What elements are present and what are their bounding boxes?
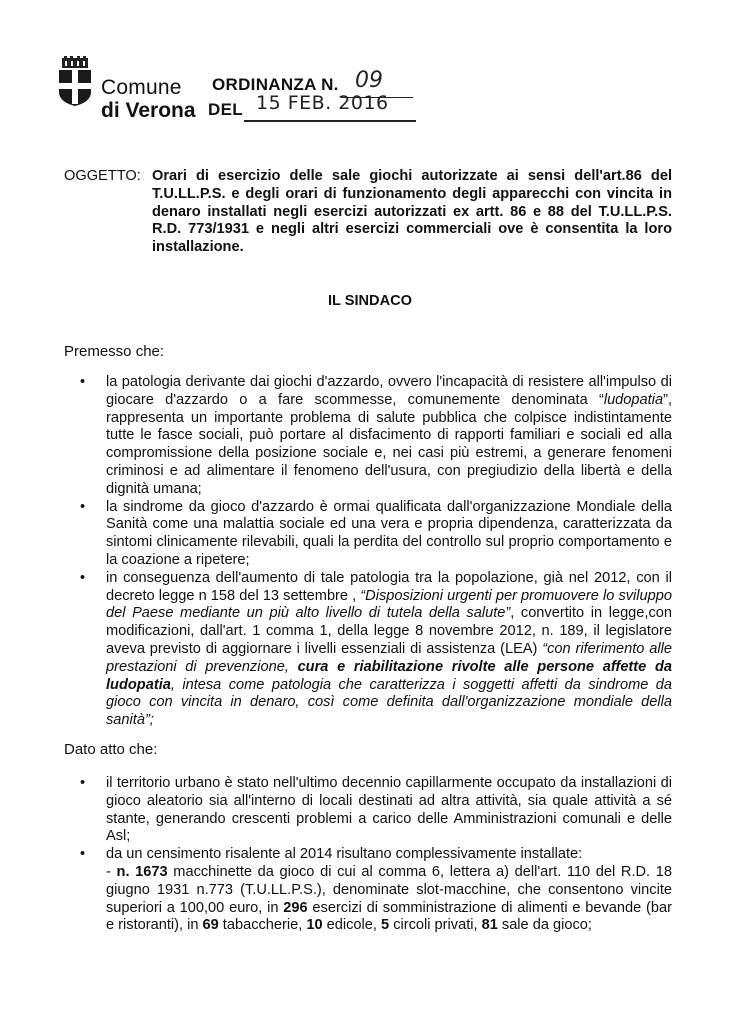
bullet-icon: • xyxy=(80,775,86,791)
premesso-list xyxy=(64,374,672,730)
item-text: da un censimento risalente al 2014 risultano complessivamente installate: xyxy=(106,846,583,863)
oggetto-text: Orari di esercizio delle sale giochi autorizzate ai sensi dell'art.86 del T.U.LL.P.S. e degli orari di funzionamento degli apparecchi con vincita in denaro installati negli esercizi autorizzati ex artt. 86 e 88 del T.U.LL.P.S. R.D. 773/1931 e negli altri esercizi commerciali ove è consentita la loro installazione. xyxy=(152,168,672,256)
item-text: la patologia derivante dai giochi d'azzardo, ovvero l'incapacità di resistere all'impulso di giocare d'azzardo o a fare scommesse, comunemente denominata “ xyxy=(106,374,672,408)
item-text-bold-italic: cura e riabilitazione rivolte alle persone affette da ludopatia xyxy=(106,658,672,693)
ordinanza-label: ORDINANZA N. xyxy=(212,75,339,94)
ordinance-date: 15 FEB. 2016 xyxy=(256,92,389,114)
count-value: 296 xyxy=(283,899,308,916)
item-text-italic: “con riferimento alle prestazioni di prevenzione, xyxy=(106,640,672,675)
premesso-label: Premesso che: xyxy=(64,343,165,360)
count-value: n. 1673 xyxy=(116,863,168,880)
dato-atto-label: Dato atto che: xyxy=(64,741,158,758)
item-text: sale da gioco; xyxy=(497,917,592,934)
count-value: 69 xyxy=(202,917,219,934)
comune-label: Comune xyxy=(101,76,182,99)
item-text: , convertito in legge,con modificazioni, dall'art. 1 comma 1, della legge 8 novembre 2012, n. 189, il legislatore aveva previsto di aggiornare i livelli essenziali di assistenza (LEA) xyxy=(106,605,673,657)
date-underline xyxy=(244,120,416,122)
bullet-icon: • xyxy=(80,846,86,863)
item-text: la sindrome da gioco d'azzardo è ormai qualificata dall'organizzazione Mondiale della Sanità come una malattia sociale ed una vera e propria dipendenza, caratterizzata da sintomi clinicamente rilevabili, quali la perdita del controllo sul proprio comportamento e la coazione a ripetere; xyxy=(106,498,672,568)
count-value: 5 xyxy=(381,917,390,934)
item-text: ”, rappresenta un importante problema di salute pubblica che colpisce indistintamente tutte le fasce sociali, può portare al disfacimento di rapporti familiari e sociali ed alla compromissione della posizione sociale e, nei casi più estremi, a generare fenomeni criminosi e ad alimentare il fenomeno dell'usura, con pregiudizio della libertà e della dignità umana; xyxy=(106,391,672,497)
bullet-icon: • xyxy=(80,569,86,586)
item-text: macchinette da gioco di cui al comma 6, lettera a) dell'art. 110 del R.D. 18 giugno 1931 n.773 (T.U.LL.P.S.), denominate slot-macchine, che consentono vincite superiori a 100,00 euro, in xyxy=(106,863,673,916)
item-text: edicole, xyxy=(322,917,382,934)
item-text-italic: , intesa come patologia che caratterizza i soggetti affetti da sindrome da gioco con vincita in denaro, così come definita dall'organizzazione mondiale della sanità”; xyxy=(106,676,672,729)
list-item xyxy=(64,775,672,846)
item-text: esercizi di somministrazione di alimenti e bevande (bar e ristoranti), in xyxy=(106,899,672,934)
item-text: tabaccherie, xyxy=(218,917,307,934)
item-text-italic: “Disposizioni urgenti per promuovere lo sviluppo del Paese mediante un più alto livello di tutela della salute” xyxy=(106,587,672,622)
ordinanza-number: 09 xyxy=(355,68,383,93)
item-text: il territorio urbano è stato nell'ultimo decennio capillarmente occupato da installazioni di gioco aleatorio sia all'interno di locali destinati ad altra attività, sia quale attività a sé stante, generando crescenti problemi a carico delle Amministrazioni comunali e delle Asl; xyxy=(106,775,672,845)
verona-coat-of-arms-icon xyxy=(56,56,94,106)
list-item xyxy=(64,499,672,570)
bullet-icon: • xyxy=(80,498,86,515)
list-item xyxy=(64,846,672,935)
list-item xyxy=(64,570,672,730)
item-text-italic: ludopatia xyxy=(603,391,664,408)
item-text: - xyxy=(106,863,117,880)
item-text: in conseguenza dell'aumento di tale patologia tra la popolazione, già nel 2012, con il decreto legge n 158 del 13 settembre , xyxy=(106,569,672,604)
city-label: di Verona xyxy=(101,99,196,122)
bullet-icon: • xyxy=(80,374,86,390)
il-sindaco-heading: IL SINDACO xyxy=(327,293,413,309)
del-label: DEL xyxy=(208,100,243,119)
dato-atto-list xyxy=(64,775,672,935)
item-text: circoli privati, xyxy=(389,917,482,934)
count-value: 10 xyxy=(306,917,323,934)
count-value: 81 xyxy=(481,917,498,934)
oggetto-label: OGGETTO: xyxy=(64,168,141,184)
list-item xyxy=(64,374,672,499)
